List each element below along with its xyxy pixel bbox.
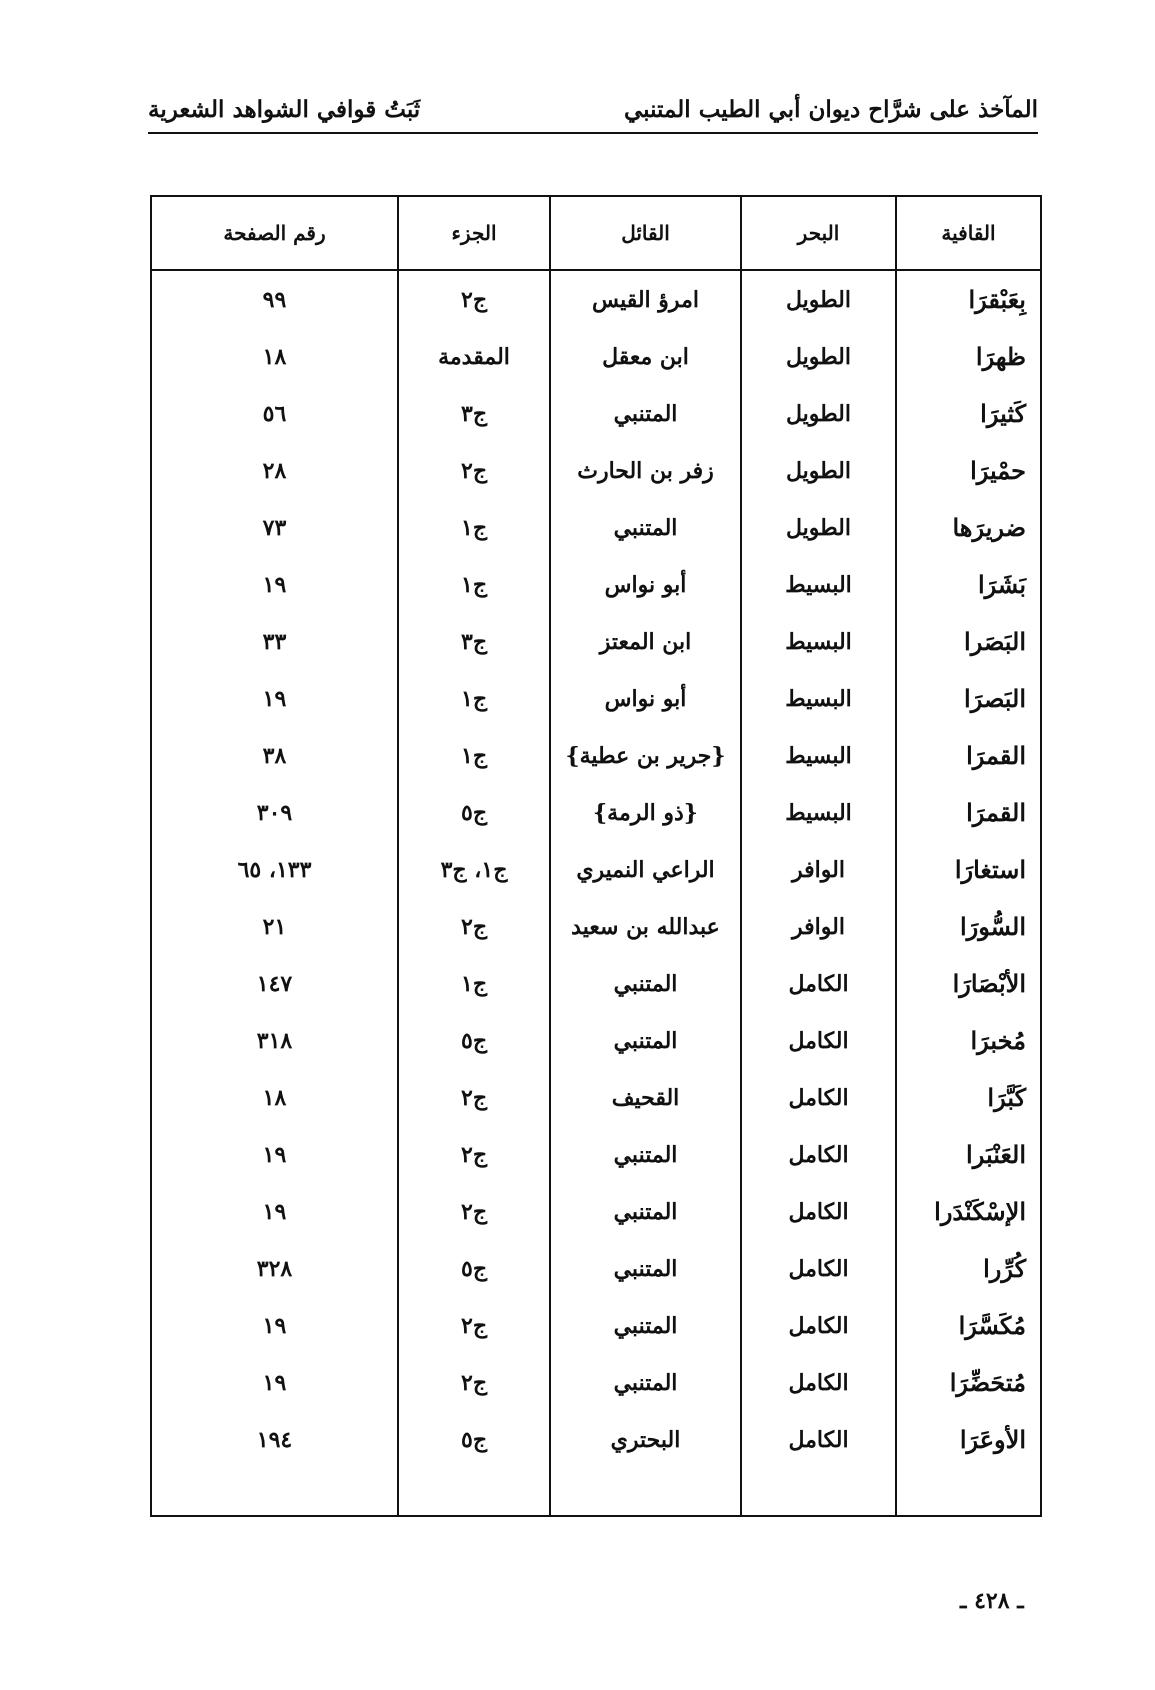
table-row	[152, 385, 1040, 442]
page-number: ـ ٤٢٨ ـ	[960, 1588, 1024, 1614]
column-header-volume: الجزء	[398, 197, 550, 270]
running-header	[148, 92, 1038, 134]
meter-cell: الكامل	[741, 1297, 896, 1354]
volume-cell: ج١، ج٣	[398, 841, 550, 898]
volume-cell: ج٥	[398, 1240, 550, 1297]
section-title: ثَبَتُ قوافي الشواهد الشعرية	[148, 96, 421, 123]
rhyme-cell: كَثيرَا	[896, 385, 1040, 442]
meter-cell: البسيط	[741, 613, 896, 670]
rhyme-cell: الإسْكَنْدَرا	[896, 1183, 1040, 1240]
volume-cell: ج٣	[398, 613, 550, 670]
poet-cell: الراعي النميري	[550, 841, 741, 898]
column-header-page: رقم الصفحة	[152, 197, 398, 270]
page-cell: ٢١	[262, 913, 287, 940]
table-row	[152, 499, 1040, 556]
volume-cell: ج٣	[398, 385, 550, 442]
meter-cell: الطويل	[741, 442, 896, 499]
table-body	[152, 270, 1040, 1515]
rhyme-cell: العَنْبَرا	[896, 1126, 1040, 1183]
page-cell: ٧٣	[262, 514, 287, 541]
page-cell: ٣١٨	[256, 1027, 293, 1054]
page-cell: ١٩	[262, 685, 287, 712]
poet-cell: زفر بن الحارث	[550, 442, 741, 499]
table-row	[152, 784, 1040, 841]
table-row	[152, 670, 1040, 727]
rhyme-cell: كُرِّرا	[896, 1240, 1040, 1297]
table-row	[152, 1126, 1040, 1183]
meter-cell: الكامل	[741, 1126, 896, 1183]
table-row	[152, 898, 1040, 955]
volume-cell: ج٢	[398, 1126, 550, 1183]
poet-cell: المتنبي	[550, 499, 741, 556]
page-cell: ١٩	[262, 1198, 287, 1225]
meter-cell: الطويل	[741, 270, 896, 328]
table-row	[152, 328, 1040, 385]
poet-cell: القحيف	[550, 1069, 741, 1126]
table-header-row	[152, 197, 1040, 270]
volume-cell: ج٥	[398, 1411, 550, 1468]
table-row	[152, 1240, 1040, 1297]
volume-cell: ج٢	[398, 442, 550, 499]
page-cell: ١٤٧	[256, 970, 293, 997]
page-cell: ٣٢٨	[256, 1255, 293, 1282]
poet-cell: المتنبي	[550, 1240, 741, 1297]
empty-cell	[398, 1468, 550, 1515]
rhyme-cell: مُخبرَا	[896, 1012, 1040, 1069]
page-cell: ٢٨	[262, 457, 287, 484]
meter-cell: البسيط	[741, 670, 896, 727]
table-row	[152, 1012, 1040, 1069]
volume-cell: المقدمة	[398, 328, 550, 385]
table-row	[152, 442, 1040, 499]
meter-cell: الطويل	[741, 499, 896, 556]
rhyme-cell: مُكَسَّرَا	[896, 1297, 1040, 1354]
volume-cell: ج٢	[398, 1069, 550, 1126]
rhyme-cell: الأوعَرَا	[896, 1411, 1040, 1468]
poet-cell: المتنبي	[550, 1126, 741, 1183]
volume-cell: ج٥	[398, 784, 550, 841]
meter-cell: الكامل	[741, 1069, 896, 1126]
empty-cell	[550, 1468, 741, 1515]
page-cell: ١٣٣، ٦٥	[237, 856, 312, 883]
poet-cell: أبو نواس	[550, 556, 741, 613]
poet-cell: ابن معقل	[550, 328, 741, 385]
page-cell: ٣٨	[262, 742, 287, 769]
meter-cell: الطويل	[741, 328, 896, 385]
volume-cell: ج٢	[398, 1354, 550, 1411]
page-cell: ١٩	[262, 571, 287, 598]
meter-cell: البسيط	[741, 727, 896, 784]
column-header-rhyme: القافية	[896, 197, 1040, 270]
table-row	[152, 270, 1040, 328]
page-cell: ٣٣	[262, 628, 287, 655]
meter-cell: الكامل	[741, 1012, 896, 1069]
volume-cell: ج١	[398, 955, 550, 1012]
rhyme-cell: مُتحَضِّرَا	[896, 1354, 1040, 1411]
poet-cell: المتنبي	[550, 1354, 741, 1411]
page-cell: ١٩	[262, 1141, 287, 1168]
volume-cell: ج٥	[398, 1012, 550, 1069]
rhyme-index-table	[152, 197, 1040, 1515]
table-row	[152, 1297, 1040, 1354]
poet-cell: عبدالله بن سعيد	[550, 898, 741, 955]
meter-cell: البسيط	[741, 784, 896, 841]
table-row	[152, 841, 1040, 898]
rhyme-cell: حمْيرَا	[896, 442, 1040, 499]
volume-cell: ج٢	[398, 1297, 550, 1354]
page-cell: ١٩	[262, 1312, 287, 1339]
volume-cell: ج٢	[398, 1183, 550, 1240]
rhyme-cell: بَشَرَا	[896, 556, 1040, 613]
rhyme-cell: السُّورَا	[896, 898, 1040, 955]
rhyme-cell: القمرَا	[896, 727, 1040, 784]
page-cell: ١٩	[262, 1369, 287, 1396]
rhyme-cell: القمرَا	[896, 784, 1040, 841]
meter-cell: البسيط	[741, 556, 896, 613]
rhyme-cell: البَصَرا	[896, 613, 1040, 670]
meter-cell: الكامل	[741, 955, 896, 1012]
page-cell: ٥٦	[262, 400, 287, 427]
volume-cell: ج١	[398, 727, 550, 784]
poet-cell: امرؤ القيس	[550, 270, 741, 328]
table-row	[152, 1411, 1040, 1468]
table-row	[152, 1183, 1040, 1240]
poet-cell: {ذو الرمة}	[550, 784, 741, 841]
rhyme-index-table-frame	[150, 195, 1042, 1517]
poet-cell: البحتري	[550, 1411, 741, 1468]
meter-cell: الوافر	[741, 898, 896, 955]
meter-cell: الوافر	[741, 841, 896, 898]
poet-cell: المتنبي	[550, 1183, 741, 1240]
page-cell: ١٨	[262, 343, 287, 370]
page-cell: ٩٩	[262, 286, 287, 313]
rhyme-cell: كَبَّرَا	[896, 1069, 1040, 1126]
rhyme-cell: الأبْصَارَا	[896, 955, 1040, 1012]
volume-cell: ج٢	[398, 898, 550, 955]
column-header-poet: القائل	[550, 197, 741, 270]
meter-cell: الكامل	[741, 1411, 896, 1468]
page-cell: ١٨	[262, 1084, 287, 1111]
volume-cell: ج٢	[398, 270, 550, 328]
volume-cell: ج١	[398, 670, 550, 727]
table-row	[152, 613, 1040, 670]
table-row	[152, 1069, 1040, 1126]
book-title: المآخذ على شرَّاح ديوان أبي الطيب المتنبي	[624, 96, 1038, 123]
rhyme-cell: بِعَبْقرَا	[896, 270, 1040, 328]
meter-cell: الكامل	[741, 1183, 896, 1240]
empty-cell	[741, 1468, 896, 1515]
meter-cell: الطويل	[741, 385, 896, 442]
table-row	[152, 955, 1040, 1012]
column-header-meter: البحر	[741, 197, 896, 270]
volume-cell: ج١	[398, 556, 550, 613]
table-row	[152, 1354, 1040, 1411]
poet-cell: أبو نواس	[550, 670, 741, 727]
table-filler-row	[152, 1468, 1040, 1515]
volume-cell: ج١	[398, 499, 550, 556]
table-row	[152, 727, 1040, 784]
poet-cell: {جرير بن عطية}	[550, 727, 741, 784]
page-cell: ٣٠٩	[256, 799, 293, 826]
empty-cell	[152, 1468, 398, 1515]
poet-cell: المتنبي	[550, 955, 741, 1012]
empty-cell	[896, 1468, 1040, 1515]
page-cell: ١٩٤	[256, 1426, 293, 1453]
meter-cell: الكامل	[741, 1240, 896, 1297]
rhyme-cell: البَصرَا	[896, 670, 1040, 727]
rhyme-cell: ضريرَها	[896, 499, 1040, 556]
poet-cell: ابن المعتز	[550, 613, 741, 670]
poet-cell: المتنبي	[550, 1297, 741, 1354]
table-row	[152, 556, 1040, 613]
meter-cell: الكامل	[741, 1354, 896, 1411]
rhyme-cell: استغارَا	[896, 841, 1040, 898]
poet-cell: المتنبي	[550, 1012, 741, 1069]
rhyme-cell: ظهرَا	[896, 328, 1040, 385]
poet-cell: المتنبي	[550, 385, 741, 442]
